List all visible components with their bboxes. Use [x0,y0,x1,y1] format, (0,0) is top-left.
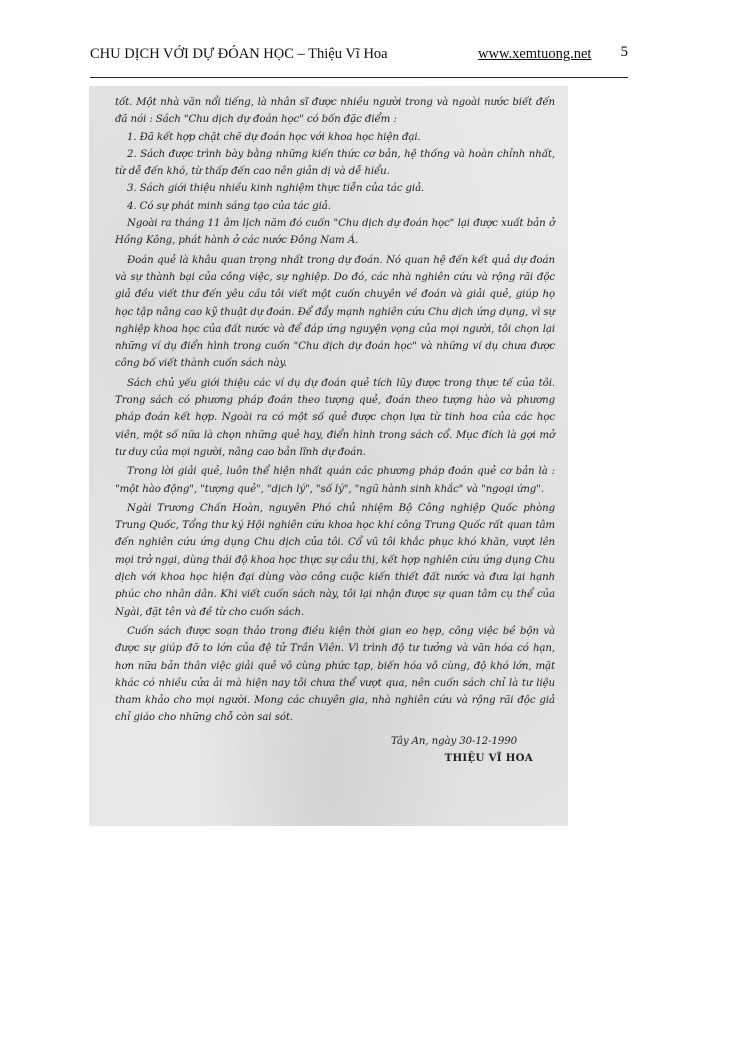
signature-place-date: Tây An, ngày 30-12-1990 [390,735,517,747]
paragraph: Sách chủ yếu giới thiệu các ví dụ dự đoán quẻ tích lũy được trong thực tế của tôi. Trong sách có phương pháp đoán theo tượng quẻ, đoán theo tượng hào và phương pháp đoán kết hợp. Ngoài ra có một số quẻ được chọn lựa từ tinh hoa của các học viên, một số nữa là chọn những quẻ hay, điển hình trong sách cổ. Mục đích là gợi mở tư duy của mọi người, nâng cao bản lĩnh dự đoán. [115,377,555,458]
paragraph: Trong lời giải quẻ, luôn thể hiện nhất quán các phương pháp đoán quẻ cơ bản là : "một hào động", "tượng quẻ", "dịch lý", "số lý", "ngũ hành sinh khắc" và "ngoại ứng". [115,466,555,495]
list-item: 4. Có sự phát minh sáng tạo của tác giả. [127,200,331,212]
signature-author: THIỆU VĨ HOA [444,751,533,764]
list-item: 1. Đã kết hợp chặt chẽ dự đoán học với khoa học hiện đại. [127,131,421,143]
page-header [90,44,628,78]
paragraph: Cuốn sách được soạn thảo trong điều kiện thời gian eo hẹp, công việc bề bộn và được sự giúp đỡ to lớn của đệ tử Trần Viên. Vì trình độ tư tưởng và văn hóa có hạn, hơn nữa bản thân việc giải quẻ vô cùng phức tạp, biến hóa vô cùng, độ khó lớn, mặt khác có nhiều cửa ải mà hiện nay tôi chưa thể vượt qua, nên cuốn sách chỉ là tư liệu tham khảo cho mọi người. Mong các chuyên gia, nhà nghiên cứu và rộng rãi độc giả chỉ giáo cho những chỗ còn sai sót. [115,625,555,724]
list-item: 3. Sách giới thiệu nhiều kinh nghiệm thực tiễn của tác giả. [127,183,425,195]
paragraph: Đoán quẻ là khâu quan trọng nhất trong dự đoán. Nó quan hệ đến kết quả dự đoán và sự thành bại của công việc, sự nghiệp. Do đó, các nhà nghiên cứu và rộng rãi độc giả đều viết thư đến yêu cầu tôi viết một cuốn chuyên về đoán và giải quẻ, giúp họ học tập nâng cao kỹ thuật dự đoán. Để đẩy mạnh nghiên cứu Chu dịch ứng dụng, vì sự nghiệp khoa học của đất nước và để đáp ứng nguyện vọng của mọi người, tôi chọn lại những ví dụ điển hình trong cuốn "Chu dịch dự đoán học" và những ví dụ chưa được công bố viết thành cuốn sách này. [115,254,555,370]
paragraph: Ngài Trương Chấn Hoàn, nguyên Phó chủ nhiệm Bộ Công nghiệp Quốc phòng Trung Quốc, Tổng thư ký Hội nghiên cứu khoa học khí công Trung Quốc rất quan tâm đến nghiên cứu ứng dụng Chu dịch của tôi. Cổ vũ tôi khắc phục khó khăn, vượt lên mọi trở ngại, dùng thái độ khoa học thực sự cầu thị, kết hợp nghiên cứu ứng dụng Chu dịch với khoa học hiện đại dùng vào công cuộc kiến thiết đất nước và đưa lại hạnh phúc cho nhân dân. Khi viết cuốn sách này, tôi lại nhận được sự quan tâm cụ thể của Ngài, đặt tên và đề từ cho cuốn sách. [115,502,555,618]
website-link[interactable]: www.xemtuong.net [478,46,592,62]
paragraph: tốt. Một nhà văn nổi tiếng, là nhân sĩ được nhiều người trong và ngoài nước biết đến đã nói : Sách "Chu dịch dự đoán học" có bốn đặc điểm : [115,97,555,126]
book-title: CHU DỊCH VỚI DỰ ĐÓAN HỌC – Thiệu Vĩ Hoa [90,46,388,62]
paragraph: Ngoài ra tháng 11 âm lịch năm đó cuốn "Chu dịch dự đoán học" lại được xuất bản ở Hồng Kông, phát hành ở các nước Đông Nam Á. [115,218,555,247]
list-item: 2. Sách được trình bày bằng những kiến thức cơ bản, hệ thống và hoàn chỉnh nhất, từ dễ đến khó, từ thấp đến cao nên giản dị và dễ hiểu. [115,148,555,178]
scanned-page-text [115,94,555,767]
scanned-page-image [89,86,568,826]
page-number: 5 [620,44,628,60]
